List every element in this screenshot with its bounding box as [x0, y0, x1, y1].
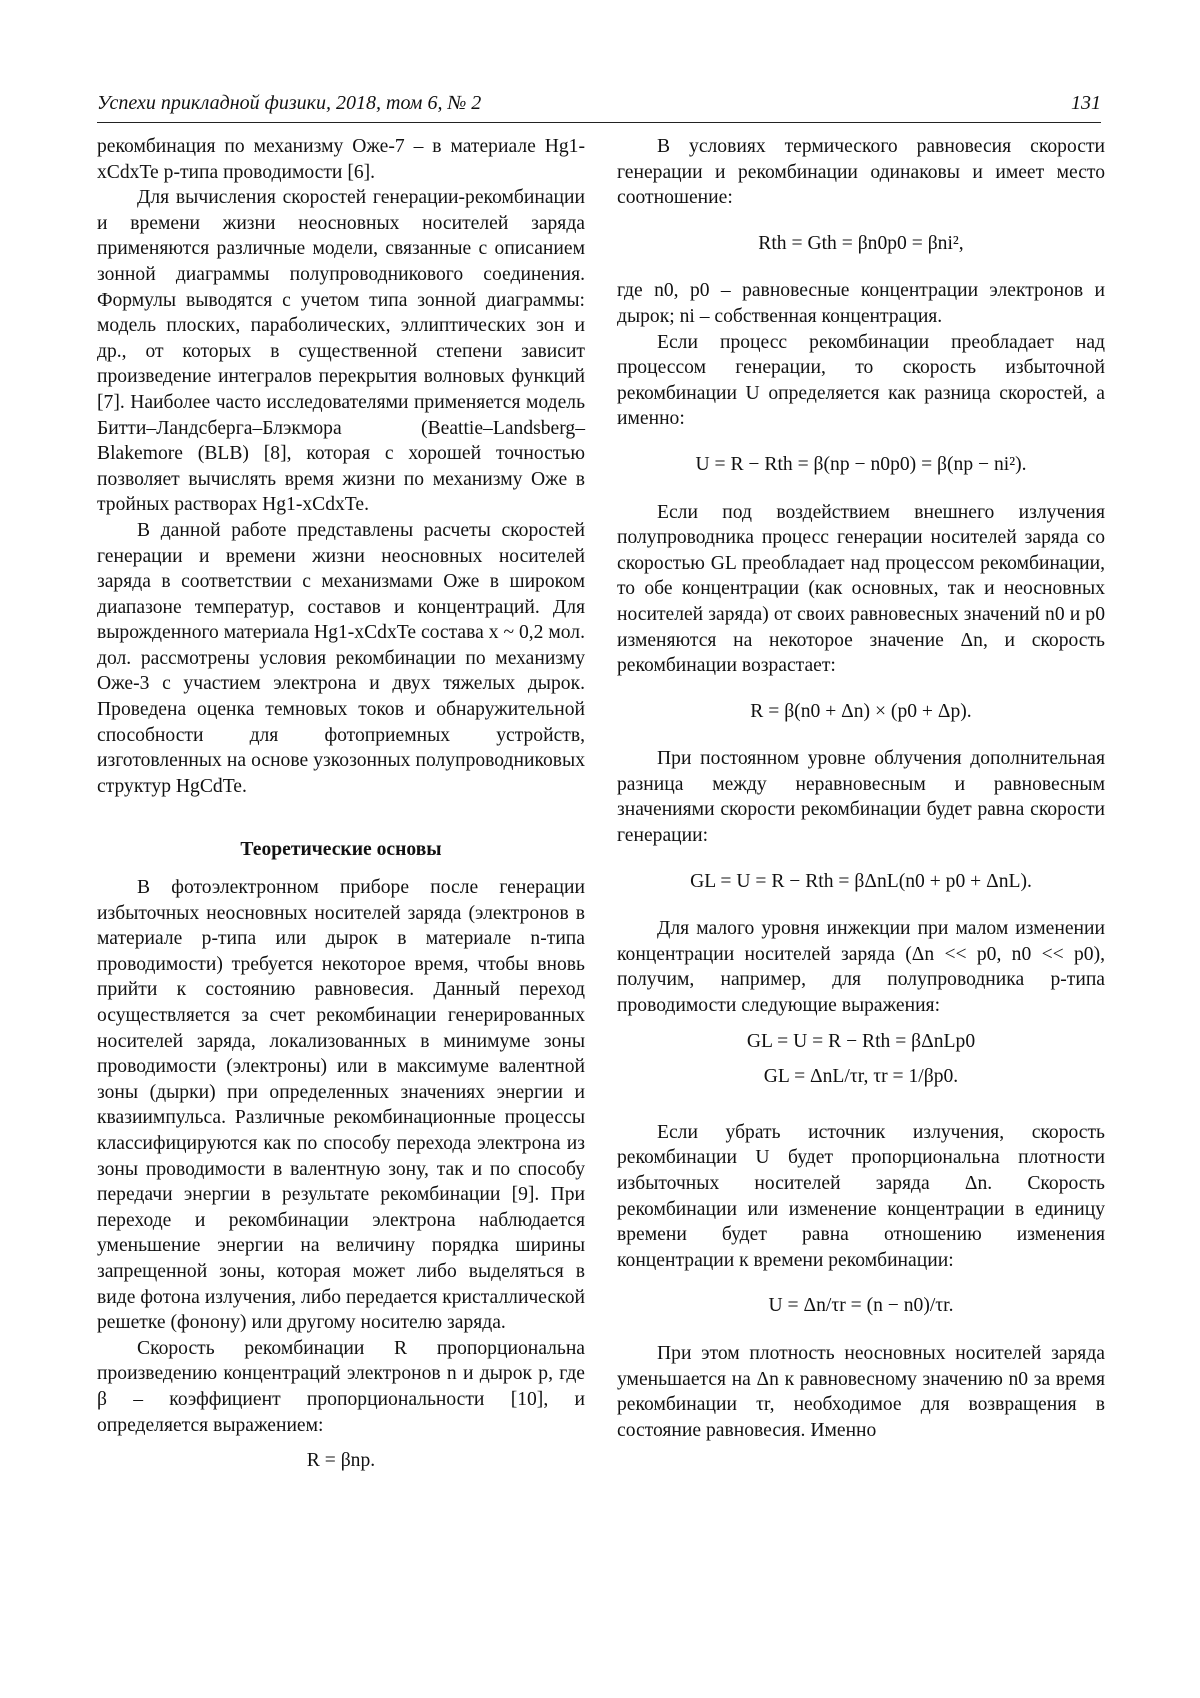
equation: R = βnp. — [306, 1450, 376, 1472]
left-column — [97, 134, 585, 1484]
paragraph: рекомбинация по механизму Оже-7 – в материале Hg1-xCdxTe p-типа проводимости [6]. — [97, 136, 585, 183]
paragraph: Если убрать источник излучения, скорость рекомбинации U будет пропорциональна плотности избыточных носителей заряда Δn. Скорость рекомбинации или изменение концентрации в единицу времени будет равна отношению изменения концентрации к времени рекомбинации: — [617, 1121, 1105, 1271]
paragraph: При этом плотность неосновных носителей заряда уменьшается на Δn к равновесному значению n0 за время рекомбинации τr, необходимое для возвращения в состояние равновесия. Именно — [617, 1342, 1105, 1441]
equation: U = Δn/τr = (n − n0)/τr. — [768, 1295, 954, 1317]
equation: GL = U = R − Rth = βΔnL(n0 + p0 + ΔnL). — [690, 870, 1032, 892]
paragraph: В условиях термического равновесия скорости генерации и рекомбинации одинаковы и имеет место соотношение: — [617, 136, 1105, 209]
paragraph: При постоянном уровне облучения дополнительная разница между неравновесным и равновесным значениями скорости рекомбинации будет равна скорости генерации: — [617, 748, 1105, 847]
equation: GL = U = R − Rth = βΔnLp0 — [746, 1030, 976, 1052]
equation: Rth = Gth = βn0p0 = βni², — [758, 232, 964, 254]
paragraph: Скорость рекомбинации R пропорциональна произведению концентраций электронов n и дырок p, где β – коэффициент пропорциональности [10], и определяется выражением: — [97, 1337, 585, 1436]
paragraph: В данной работе представлены расчеты скоростей генерации и времени жизни неосновных носителей заряда в соответствии с механизмами Оже в широком диапазоне температур, составов и концентраций. Для вырожденного материала Hg1-xCdxTe состава x ~ 0,2 мол. дол. рассмотрены условия рекомбинации по механизму Оже-3 с участием электрона и двух тяжелых дырок. Проведена оценка темновых токов и обнаружительной способности для фотоприемных устройств, изготовленных на основе узкозонных полупроводниковых структур HgCdTe. — [97, 519, 585, 797]
paragraph: В фотоэлектронном приборе после генерации избыточных неосновных носителей заряда (электронов в материале p-типа или дырок в материале n-типа проводимости) требуется некоторое время, чтобы вновь прийти к состоянию равновесия. Данный переход осуществляется за счет рекомбинации генерированных носителей заряда, локализованных в минимуме зоны проводимости (электроны) или в максимуме валентной зоны (дырки) при определенных значениях энергии и квазиимпульса. Различные рекомбинационные процессы классифицируются как по способу перехода электрона из зоны проводимости в валентную зону, так и по способу передачи энергии в результате рекомбинации [9]. При переходе и рекомбинации электрона наблюдается уменьшение энергии на величину порядка ширины запрещенной зоны, которая может либо выделяться в виде фотона излучения, либо передается кристаллической решетке (фонону) или другому носителю заряда. — [97, 877, 585, 1334]
paragraph: Если процесс рекомбинации преобладает над процессом генерации, то скорость избыточной рекомбинации U определяется как разница скоростей, а именно: — [617, 331, 1105, 430]
paragraph: Для малого уровня инжекции при малом изменении концентрации носителей заряда (Δn << p0, n0 << p0), получим, например, для полупроводника p-типа проводимости следующие выражения: — [617, 918, 1105, 1017]
page-header — [97, 86, 1101, 123]
equation: U = R − Rth = β(np − n0p0) = β(np − ni²). — [695, 453, 1027, 475]
paragraph: где n0, p0 – равновесные концентрации электронов и дырок; ni – собственная концентрация. — [617, 280, 1105, 327]
section-title: Теоретические основы — [240, 839, 442, 861]
equation: GL = ΔnL/τr, τr = 1/βp0. — [763, 1066, 959, 1088]
paragraph: Для вычисления скоростей генерации-рекомбинации и времени жизни неосновных носителей заряда применяются различные модели, связанные с описанием зонной диаграммы полупроводникового соединения. Формулы выводятся с учетом типа зонной диаграммы: модель плоских, параболических, эллиптических зон и др., от которых в существенной степени зависит произведение интегралов перекрытия волновых функций [7]. Наиболее часто исследователями применяется модель Битти–Ландсберга–Блэкмора (Beattie–Landsberg–Blakemore (BLB) [8], которая с хорошей точностью позволяет вычислять время жизни по механизму Оже в тройных растворах Hg1-xCdxTe. — [97, 187, 585, 516]
equation: R = β(n0 + Δn) × (p0 + Δp). — [750, 700, 972, 722]
right-column — [617, 134, 1105, 1443]
journal-title: Успехи прикладной физики, 2018, том 6, № 2 — [97, 92, 482, 114]
page-number: 131 — [1071, 92, 1101, 114]
paragraph: Если под воздействием внешнего излучения полупроводника процесс генерации носителей заряда со скоростью GL преобладает над процессом рекомбинации, то обе концентрации (как основных, так и неосновных носителей заряда) от своих равновесных значений n0 и p0 изменяются на некоторое значение Δn, и скорость рекомбинации возрастает: — [617, 501, 1105, 677]
